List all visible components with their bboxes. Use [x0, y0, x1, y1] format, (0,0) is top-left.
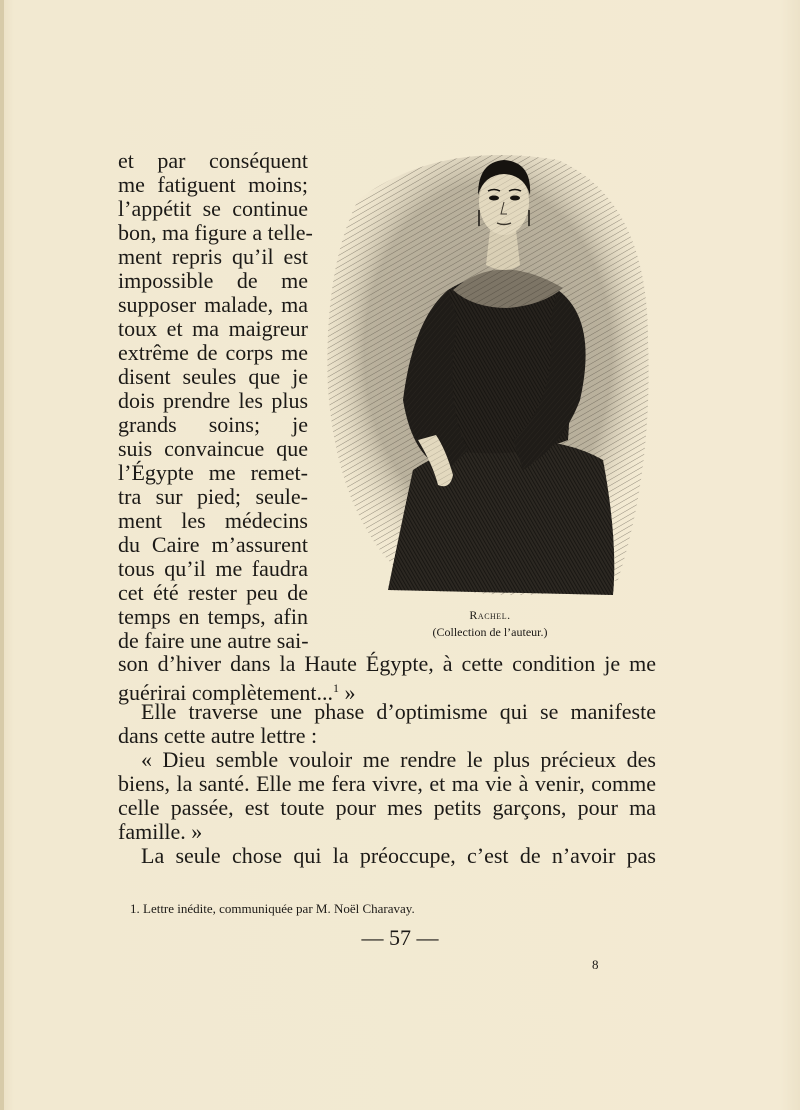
column-line: ment les médecins — [118, 508, 308, 533]
column-line: supposer malade, ma — [118, 292, 308, 317]
quote-close: » — [339, 680, 356, 705]
figure-caption-subtitle: (Collection de l’auteur.) — [432, 625, 548, 639]
body-line: dans cette autre lettre : — [118, 723, 318, 748]
footnote: 1. Lettre inédite, communiquée par M. Noël Charavay. — [130, 901, 415, 916]
body-line: celle passée, est toute pour mes petits garçons, pour ma — [118, 795, 656, 820]
signature-mark: 8 — [592, 957, 599, 972]
footnote-marker: 1 — [333, 681, 340, 695]
column-line: temps en temps, afin — [118, 604, 308, 629]
body-line: « Dieu semble vouloir me rendre le plus précieux des — [141, 747, 656, 772]
column-line: ment repris qu’il est — [118, 244, 308, 269]
portrait-illustration — [318, 140, 658, 610]
body-line: son d’hiver dans la Haute Égypte, à cette condition je me — [118, 651, 656, 676]
column-line: l’Égypte me remet- — [118, 460, 308, 485]
column-line: impossible de me — [118, 268, 308, 293]
column-line: tra sur pied; seule- — [118, 484, 308, 509]
column-line: toux et ma maigreur — [118, 316, 308, 341]
column-line: dois prendre les plus — [118, 388, 308, 413]
column-line: et par conséquent — [118, 148, 308, 173]
body-line: La seule chose qui la préoccupe, c’est de n’avoir pas — [141, 843, 656, 868]
page-spine-shadow — [0, 0, 4, 1110]
column-line: cet été rester peu de — [118, 580, 308, 605]
body-line-text: guérirai complètement... — [118, 680, 334, 705]
body-line: famille. » — [118, 819, 203, 844]
column-line: disent seules que je — [118, 364, 308, 389]
figure-caption-title: Rachel. — [469, 608, 511, 622]
column-line: bon, ma figure a telle- — [118, 220, 313, 245]
body-line: biens, la santé. Elle me fera vivre, et ma vie à venir, comme — [118, 771, 656, 796]
body-line: Elle traverse une phase d’optimisme qui se manifeste — [141, 699, 656, 724]
column-line: de faire une autre sai- — [118, 628, 309, 653]
column-line: extrême de corps me — [118, 340, 308, 365]
column-line: suis convaincue que — [118, 436, 308, 461]
column-line: tous qu’il me faudra — [118, 556, 308, 581]
column-line: l’appétit se continue — [118, 196, 308, 221]
column-line: du Caire m’assurent — [118, 532, 308, 557]
page-number: — 57 — — [361, 925, 439, 950]
column-line: grands soins; je — [118, 412, 308, 437]
column-line: me fatiguent moins; — [118, 172, 308, 197]
